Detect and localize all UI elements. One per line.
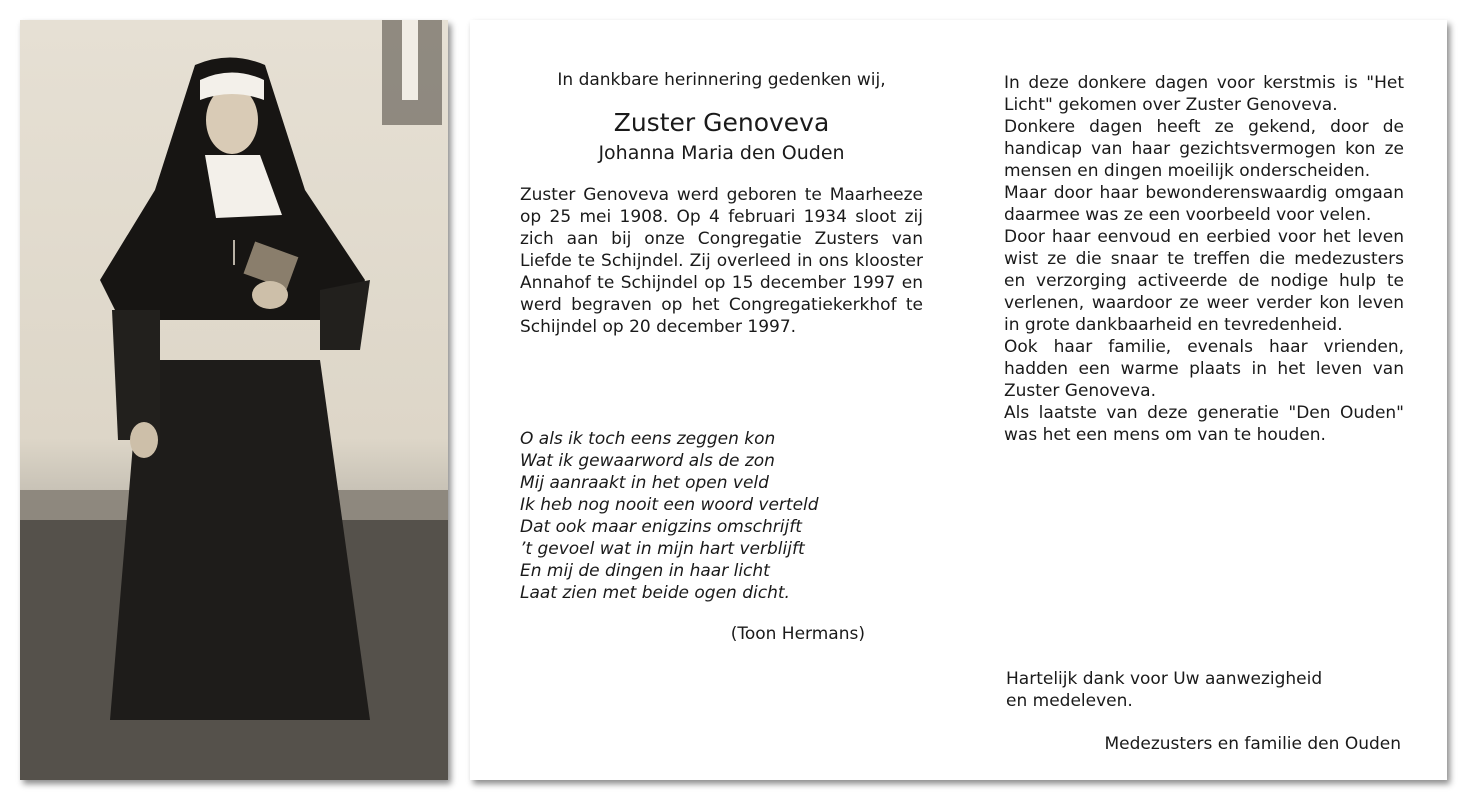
poem-line: Wat ik gewaarword als de zon — [520, 451, 775, 471]
paragraph: Als laatste van deze generatie "Den Ouden" was het een mens om van te houden. — [1004, 403, 1404, 445]
poem-line: ’t gevoel wat in mijn hart verblijft — [520, 539, 805, 559]
deceased-name: Zuster Genoveva — [613, 108, 830, 137]
poem-line: Mij aanraakt in het open veld — [520, 473, 769, 493]
poem-line: Laat zien met beide ogen dicht. — [520, 583, 790, 603]
poem — [520, 428, 923, 644]
intro-line: In dankbare herinnering gedenken wij, — [557, 70, 886, 90]
thanks-line: en medeleven. — [1006, 691, 1133, 711]
thanks-note — [1006, 668, 1346, 712]
poem-line: O als ik toch eens zeggen kon — [520, 429, 776, 449]
memorial-card-text — [470, 20, 1447, 780]
paragraph: Door haar eenvoud en eerbied voor het leven wist ze die snaar te treffen die medezusters en verzorging activeerde de nodige hulp te verlenen, waardoor ze weer verder kon leven in grote dankbaarheid en tevredenheid. — [1004, 227, 1404, 335]
paragraph: Ook haar familie, evenals haar vrienden, hadden een warme plaats in het leven van Zuster Genoveva. — [1004, 337, 1404, 401]
deceased-full-name: Johanna Maria den Ouden — [598, 142, 845, 164]
poem-author: (Toon Hermans) — [730, 624, 865, 644]
poem-line: Dat ook maar enigzins omschrijft — [520, 517, 802, 537]
biography: Zuster Genoveva werd geboren te Maarheeze op 25 mei 1908. Op 4 februari 1934 sloot zij zich aan bij onze Congregatie Zusters van Liefde te Schijndel. Zij overleed in ons klooster Annahof te Schijndel op 15 december 1997 en werd begraven op het Congregatiekerkhof te Schijndel op 20 december 1997. — [520, 185, 923, 337]
poem-line: Ik heb nog nooit een woord verteld — [520, 495, 819, 515]
paragraph: Donkere dagen heeft ze gekend, door de handicap van haar gezichtsvermogen kon ze mensen en dingen moeilijk onderscheiden. — [1004, 117, 1404, 181]
left-column — [520, 70, 923, 644]
portrait-photo — [20, 20, 448, 780]
right-column — [1004, 72, 1404, 446]
signature: Medezusters en familie den Ouden — [1104, 734, 1401, 754]
thanks-line: Hartelijk dank voor Uw aanwezigheid — [1006, 669, 1323, 689]
paragraph: In deze donkere dagen voor kerstmis is "Het Licht" gekomen over Zuster Genoveva. — [1004, 73, 1404, 115]
paragraph: Maar door haar bewonderenswaardig omgaan daarmee was ze een voorbeeld voor velen. — [1004, 183, 1404, 225]
poem-line: En mij de dingen in haar licht — [520, 561, 770, 581]
nun-portrait-image — [20, 20, 448, 780]
